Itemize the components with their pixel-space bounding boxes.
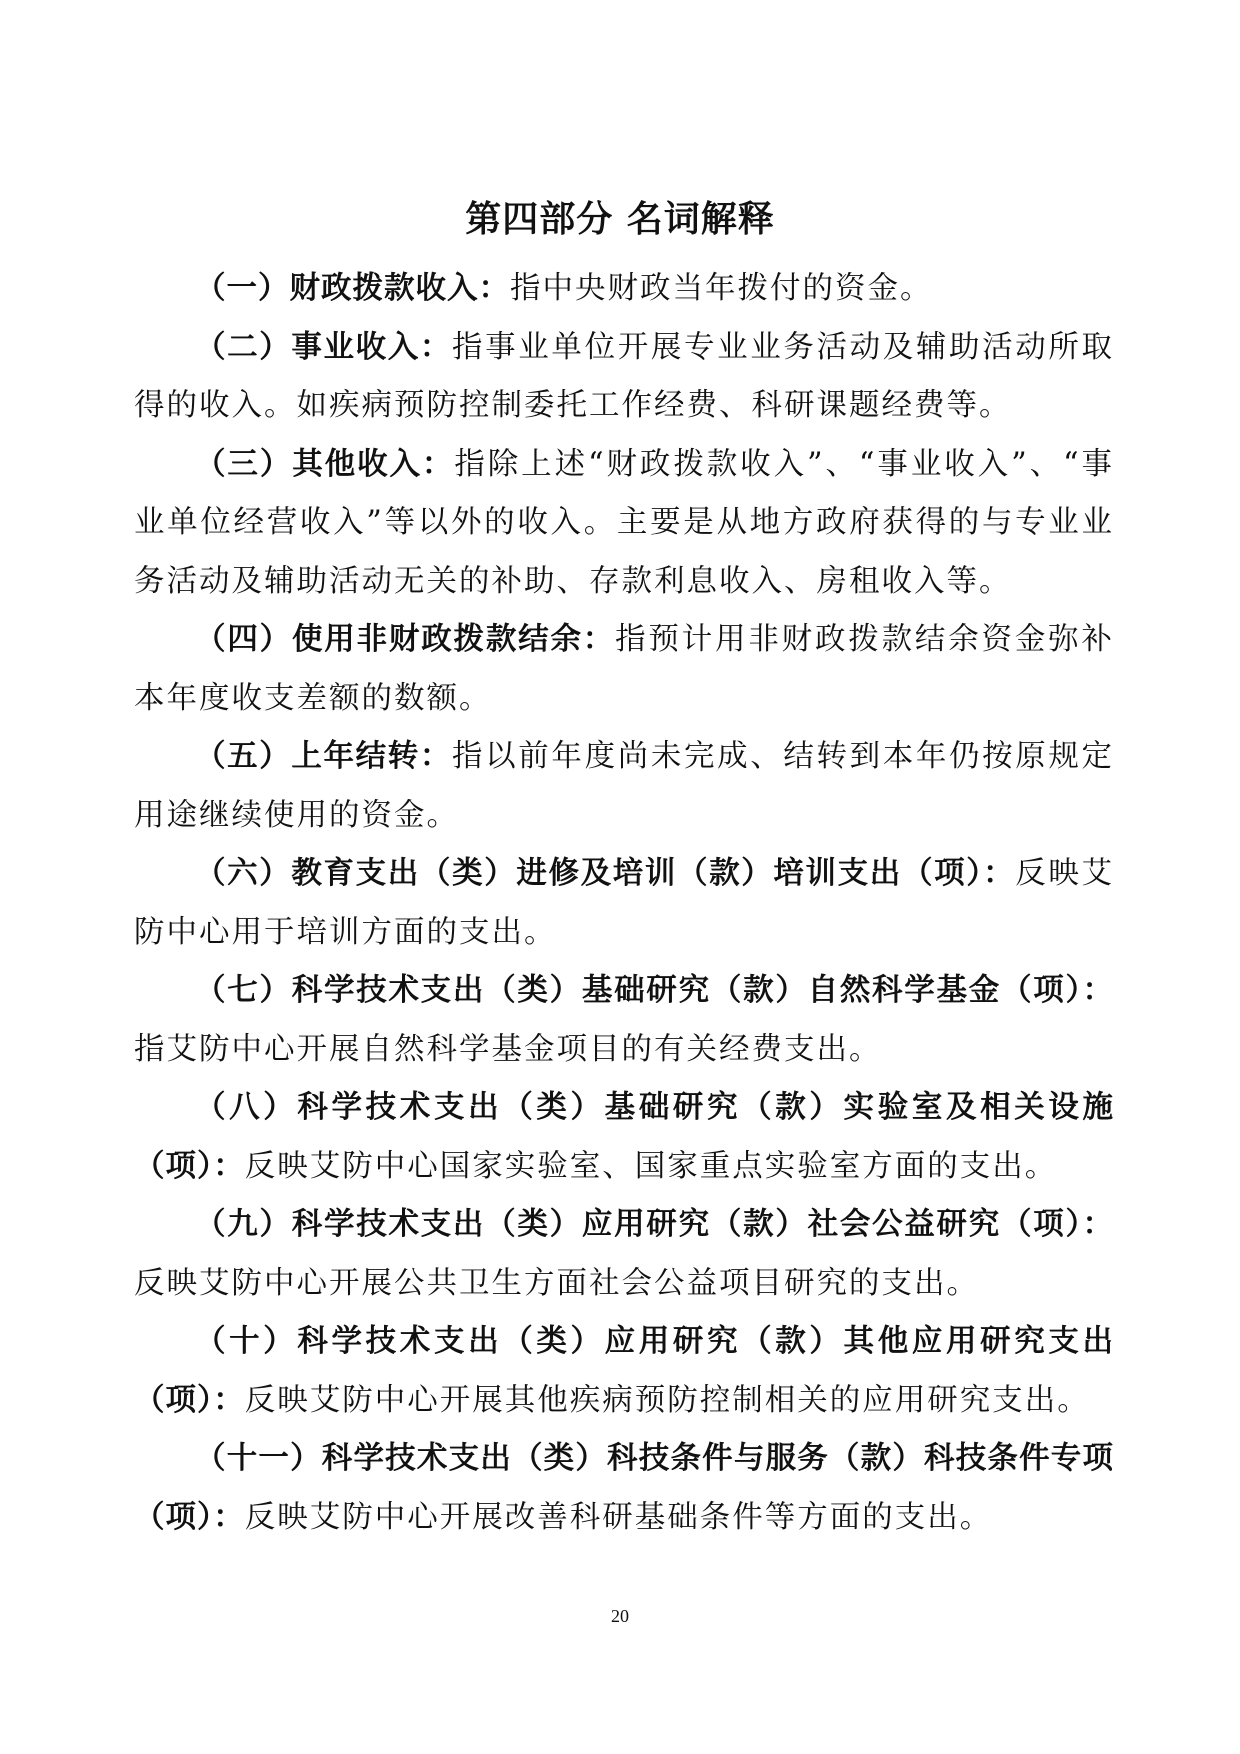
entry-term: （二）事业收入：: [195, 329, 453, 365]
entry-term: （三）其他收入：: [195, 446, 455, 482]
entry-term: （六）教育支出（类）进修及培训（款）培训支出（项）：: [195, 856, 1016, 891]
glossary-body: [134, 260, 1114, 1547]
entry-term: （十）科学技术支出（类）应用研究（款）其他应用研究支出（项）：: [134, 1324, 1114, 1418]
entry-term: （四）使用非财政拨款结余：: [195, 622, 616, 657]
entry-definition: 反映艾防中心开展改善科研基础条件等方面的支出。: [244, 1499, 993, 1535]
glossary-entry: [134, 260, 1114, 319]
glossary-entry: [134, 845, 1114, 962]
entry-definition: 指事业单位开展专业业务活动及辅助活动所取得的收入。如疾病预防控制委托工作经费、科研课题经费等。: [134, 329, 1115, 423]
entry-definition: 指艾防中心开展自然科学基金项目的有关经费支出。: [134, 1031, 882, 1067]
entry-term: （七）科学技术支出（类）基础研究（款）自然科学基金（项）：: [195, 973, 1114, 1008]
glossary-entry: [134, 1196, 1114, 1313]
entry-definition: 指除上述“财政拨款收入”、“事业收入”、“事业单位经营收入”等以外的收入。主要是从地方政府获得的与专业业务活动及辅助活动无关的补助、存款利息收入、房租收入等。: [134, 446, 1115, 599]
entry-definition: 指以前年度尚未完成、结转到本年仍按原规定用途继续使用的资金。: [134, 739, 1115, 833]
entry-definition: 指预计用非财政拨款结余资金弥补本年度收支差额的数额。: [134, 622, 1115, 716]
entry-definition: 反映艾防中心用于培训方面的支出。: [134, 856, 1115, 950]
page-number: 20: [611, 1606, 629, 1626]
entry-term: （八）科学技术支出（类）基础研究（款）实验室及相关设施（项）：: [134, 1090, 1114, 1184]
glossary-entry: [134, 1079, 1114, 1196]
entry-term: （九）科学技术支出（类）应用研究（款）社会公益研究（项）：: [195, 1207, 1114, 1242]
glossary-entry: [134, 436, 1114, 612]
glossary-entry: [134, 319, 1114, 436]
entry-term: （一）财政拨款收入：: [195, 271, 510, 306]
entry-definition: 反映艾防中心开展公共卫生方面社会公益项目研究的支出。: [134, 1265, 979, 1301]
glossary-entry: [134, 962, 1114, 1079]
glossary-entry: [134, 611, 1114, 728]
page-title: 第四部分 名词解释: [465, 199, 775, 241]
entry-definition: 反映艾防中心开展其他疾病预防控制相关的应用研究支出。: [244, 1382, 1090, 1418]
entry-definition: 反映艾防中心国家实验室、国家重点实验室方面的支出。: [244, 1148, 1058, 1184]
glossary-entry: [134, 1313, 1114, 1430]
entry-term: （五）上年结转：: [195, 739, 453, 774]
glossary-entry: [134, 1430, 1114, 1547]
entry-definition: 指中央财政当年拨付的资金。: [510, 271, 933, 306]
entry-term: （十一）科学技术支出（类）科技条件与服务（款）科技条件专项（项）：: [134, 1441, 1114, 1535]
glossary-entry: [134, 728, 1114, 845]
